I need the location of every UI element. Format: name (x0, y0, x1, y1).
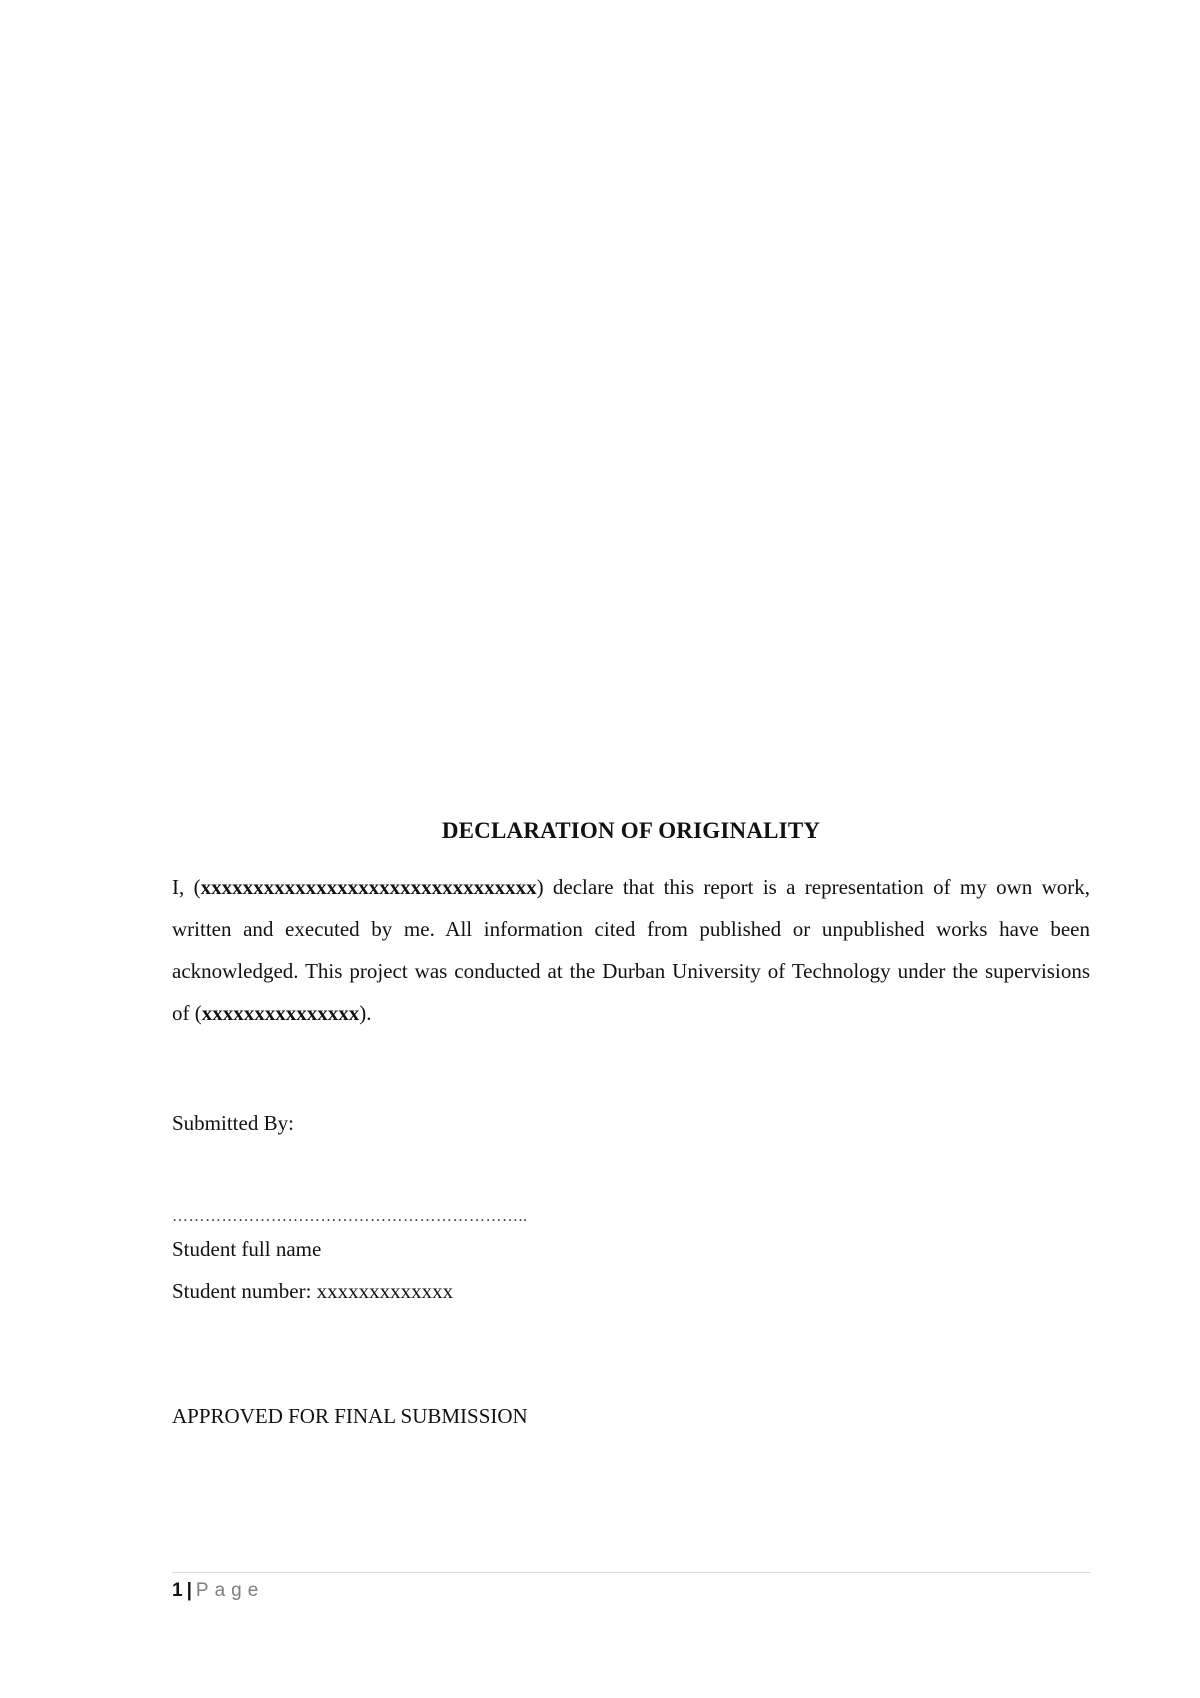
page-label: Page (195, 1580, 265, 1601)
declaration-section (172, 818, 1090, 1034)
declaration-suffix: ). (359, 1001, 372, 1025)
signature-line: ……………………………………………………….. (172, 1208, 528, 1225)
footer-separator: | (186, 1580, 192, 1601)
footer-divider (172, 1572, 1090, 1573)
page-title: DECLARATION OF ORIGINALITY (441, 818, 821, 843)
declaration-prefix: I, ( (172, 875, 201, 899)
page-number: 1 (172, 1580, 183, 1601)
page-footer (172, 1580, 264, 1602)
student-full-name-label: Student full name (172, 1237, 322, 1261)
submitted-by-label: Submitted By: (172, 1111, 294, 1135)
declaration-paragraph (172, 866, 1090, 1034)
approval-text: APPROVED FOR FINAL SUBMISSION (172, 1404, 528, 1428)
declaration-body: ) declare that this report is a representation of my own work, written and executed by me. All information cited from published or unpublished works have been acknowledged. This project was conducted at the Durban University of Technology under the supervisions of ( (172, 875, 1090, 1025)
student-number: Student number: xxxxxxxxxxxxx (172, 1279, 454, 1303)
supervisor-placeholder: xxxxxxxxxxxxxxx (201, 1001, 360, 1025)
student-name-placeholder: xxxxxxxxxxxxxxxxxxxxxxxxxxxxxxxx (200, 875, 537, 899)
